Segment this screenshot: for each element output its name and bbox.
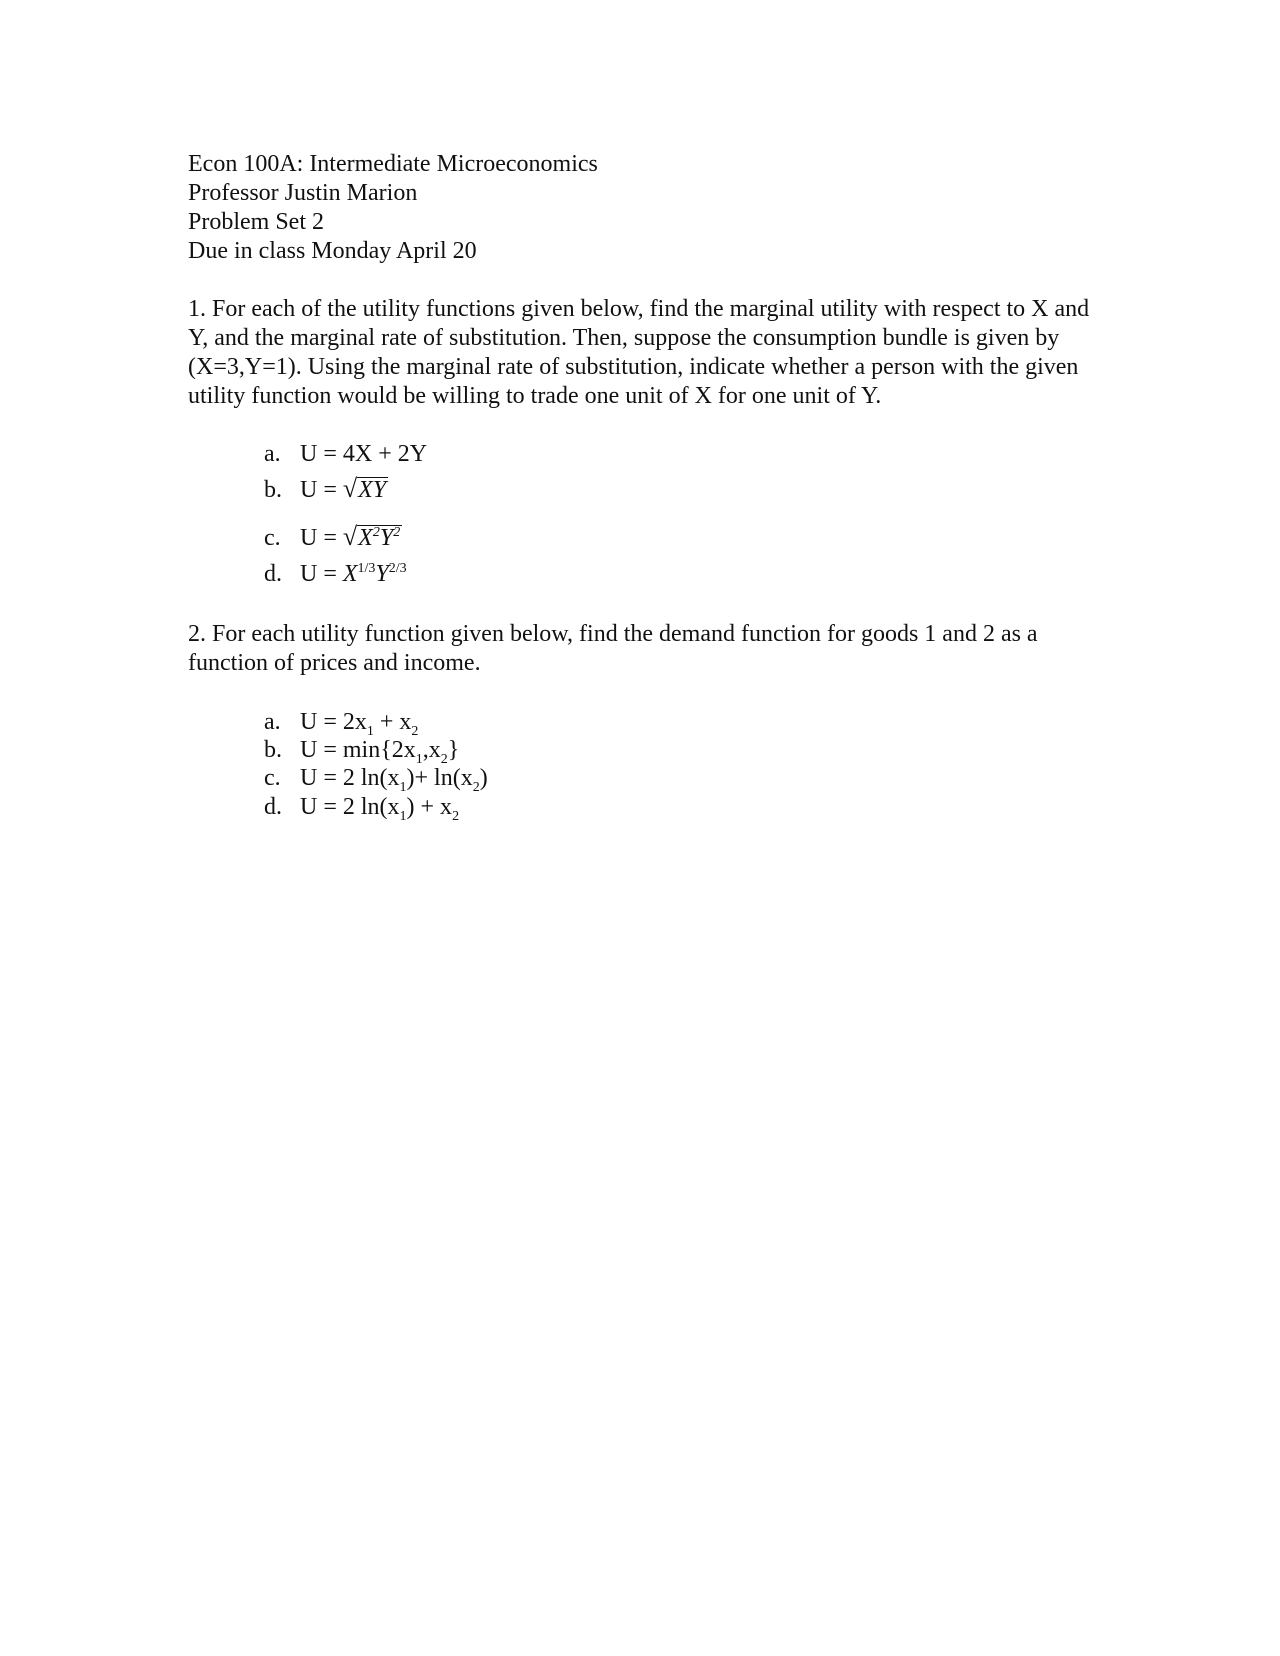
item-label: d. <box>264 794 282 820</box>
radicand: $X^2Y^2$ <box>358 525 401 551</box>
document-header <box>188 150 598 266</box>
item-label: d. <box>264 561 282 587</box>
item-label: c. <box>264 765 281 791</box>
problem-2-item-b: b. $U = \min\{2x_1,x_2\}$ <box>264 737 460 767</box>
problem-1-item-a <box>264 440 427 469</box>
item-label: b. <box>264 737 282 763</box>
problem-1-text: 1. For each of the utility functions given below, find the marginal utility with respect to X and Y, and the marginal rate of substitution. Then, suppose the consumption bundle is given by (X=3,Y=1). Using the marginal rate of substitution, indicate whether a person with the given utility function would be willing to trade one unit of X for one unit of Y. <box>188 296 1090 409</box>
problem-1-item-b <box>264 474 388 505</box>
item-label: a. <box>264 441 281 467</box>
utility-prefix: U = <box>300 561 337 587</box>
item-label: a. <box>264 709 281 735</box>
problem-2-item-c: c. U = 2 $\ln(x_1)+ \ln(x_2)$ <box>264 765 488 795</box>
problem-1-item-c <box>264 522 402 553</box>
radicand: XY <box>358 477 387 503</box>
item-label: c. <box>264 525 281 551</box>
square-root: $√X^2Y^2$ <box>342 522 401 551</box>
item-label: b. <box>264 477 282 503</box>
problem-2-text: 2. For each utility function given below, find the demand function for goods 1 and 2 as a function of prices and income. <box>188 621 1038 676</box>
assignment-title: Problem Set 2 <box>188 209 324 235</box>
utility-prefix: U = <box>300 525 337 551</box>
problem-2-item-a: a. $U = 2x_1 + x_2$ <box>264 709 419 739</box>
square-root: √XY <box>342 474 387 503</box>
professor-name: Professor Justin Marion <box>188 180 418 206</box>
problem-2-item-d: d. U = 2 $\ln(x_1) + x_2$ <box>264 794 460 824</box>
course-title: Econ 100A: Intermediate Microeconomics <box>188 151 598 177</box>
cobb-douglas-expression: $X^{1/3}Y^{2/3}$ <box>342 561 407 587</box>
due-date: Due in class Monday April 20 <box>188 238 477 264</box>
problem-1-item-d <box>264 560 407 589</box>
utility-function: U = 4X + 2Y <box>300 441 428 467</box>
utility-prefix: U = <box>300 477 337 503</box>
